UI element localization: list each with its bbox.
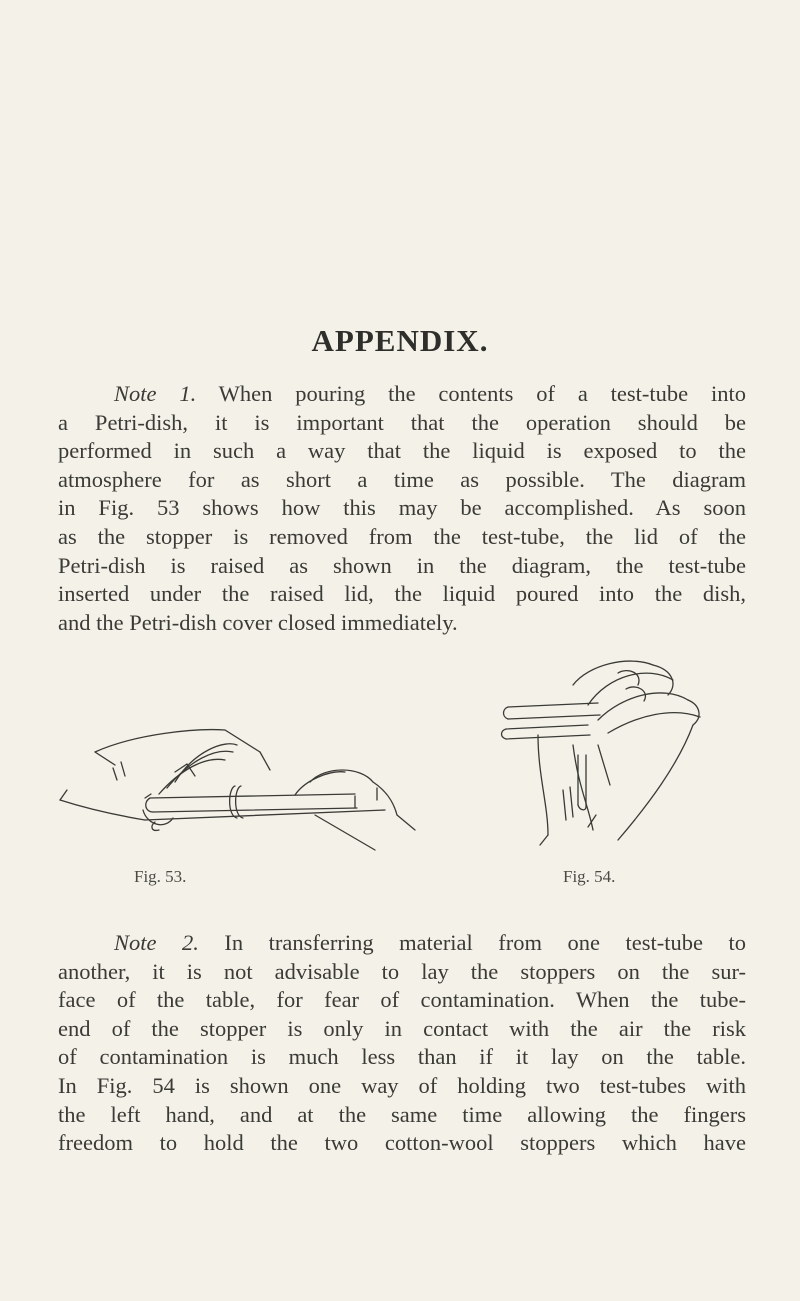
note-1-line-4: atmosphere for as short a time as possible. The diagram xyxy=(58,466,746,492)
note-1-line-5: in Fig. 53 shows how this may be accomplished. As soon xyxy=(58,495,746,521)
note-2-line-1: In transferring material from one test-tube to xyxy=(224,930,747,955)
note-2-line-3: face of the table, for fear of contamination. When the tube- xyxy=(58,987,746,1013)
note-2-line-5: of contamination is much less than if it lay on the table. xyxy=(58,1044,746,1070)
note-2-label: Note 2. xyxy=(114,930,199,955)
figure-54-illustration xyxy=(478,645,708,855)
note-2-paragraph xyxy=(58,929,746,1158)
note-1-line-1: When pouring the contents of a test-tube into xyxy=(218,381,746,406)
note-1-label: Note 1. xyxy=(114,381,197,406)
note-1-line-6: as the stopper is removed from the test-tube, the lid of the xyxy=(58,523,746,549)
note-1-line-9: and the Petri-dish cover closed immediately. xyxy=(58,609,458,635)
note-1-line-2: a Petri-dish, it is important that the operation should be xyxy=(58,409,746,435)
note-2-line-7: the left hand, and at the same time allowing the fingers xyxy=(58,1101,746,1127)
figure-53-caption: Fig. 53. xyxy=(134,867,187,886)
note-2-line-4: end of the stopper is only in contact with the air the risk xyxy=(58,1015,746,1041)
note-1-line-8: inserted under the raised lid, the liquid poured into the dish, xyxy=(58,581,746,607)
note-2-line-6: In Fig. 54 is shown one way of holding two test-tubes with xyxy=(58,1072,746,1098)
note-2-line-2: another, it is not advisable to lay the stoppers on the sur- xyxy=(58,958,746,984)
figure-54-caption: Fig. 54. xyxy=(563,867,616,886)
note-1-line-7: Petri-dish is raised as shown in the diagram, the test-tube xyxy=(58,552,746,578)
note-1-line-3: performed in such a way that the liquid is exposed to the xyxy=(58,438,746,464)
page-heading: APPENDIX. xyxy=(311,323,489,358)
figure-53-illustration xyxy=(55,690,435,860)
note-2-line-8: freedom to hold the two cotton-wool stoppers which have xyxy=(58,1130,746,1156)
note-1-paragraph xyxy=(58,380,746,637)
